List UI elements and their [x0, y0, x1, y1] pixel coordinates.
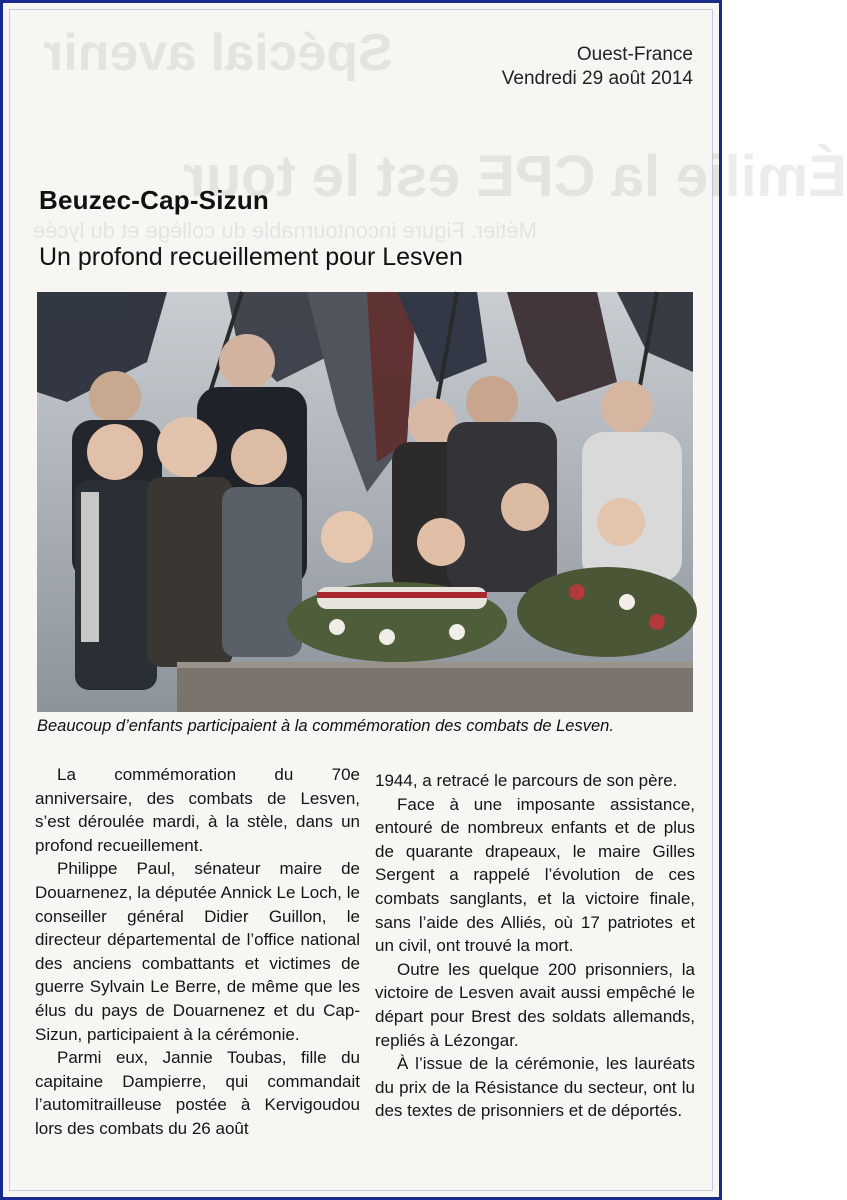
- photo-caption: Beaucoup d’enfants participaient à la commémoration des combats de Lesven.: [37, 717, 614, 735]
- bleed-through-text: Émilie la CPE est le tour: [183, 144, 847, 209]
- article-column-right: [375, 769, 695, 1123]
- article-headline: Un profond recueillement pour Lesven: [39, 243, 463, 271]
- source-info: [502, 43, 693, 91]
- publication-date: Vendredi 29 août 2014: [501, 68, 693, 89]
- paragraph: À l’issue de la cérémonie, les lauréats du prix de la Résistance du secteur, ont lu des textes de prisonniers et de déportés.: [375, 1054, 695, 1121]
- paragraph: Philippe Paul, sénateur maire de Douarnenez, la députée Annick Le Loch, le conseiller général Didier Guillon, le directeur départemental de l’office national des anciens combattants et victimes de guerre Sylvain Le Berre, de même que les élus du pays de Douarnenez et du Cap-Sizun, participaient à la cérémonie.: [35, 859, 360, 1044]
- bleed-through-text: Métier. Figure incontournable du collège et du lycée: [33, 218, 537, 243]
- locality-rubric: Beuzec-Cap-Sizun: [39, 185, 270, 215]
- ceremony-photo-illustration: [37, 292, 693, 712]
- stele-slab: [177, 662, 693, 712]
- bleed-through-text: Spécial avenir: [43, 24, 393, 82]
- paragraph: La commémoration du 70e anniversaire, des combats de Lesven, s’est déroulée mardi, à la stèle, dans un profond recueillement.: [35, 765, 360, 855]
- publication-name: Ouest-France: [576, 44, 693, 65]
- paragraph: Parmi eux, Jannie Toubas, fille du capitaine Dampierre, qui commandait l’automitrailleuse postée à Kervigoudou lors des combats du 26 août: [35, 1048, 360, 1138]
- article-photo: [37, 292, 693, 712]
- paragraph: 1944, a retracé le parcours de son père.: [375, 771, 678, 790]
- article-column-left: [35, 763, 360, 1141]
- paragraph: Face à une imposante assistance, entouré de nombreux enfants et de plus de quarante drapeaux, le maire Gilles Sergent a rappelé l’évolution de ces combats sanglants, et la victoire finale, sans l’aide des Alliés, où 17 patriotes et un civil, ont trouvé la mort.: [375, 794, 695, 956]
- paragraph: Outre les quelque 200 prisonniers, la victoire de Lesven avait aussi empêché le départ pour Brest des soldats allemands, repliés à Lézongar.: [375, 959, 695, 1050]
